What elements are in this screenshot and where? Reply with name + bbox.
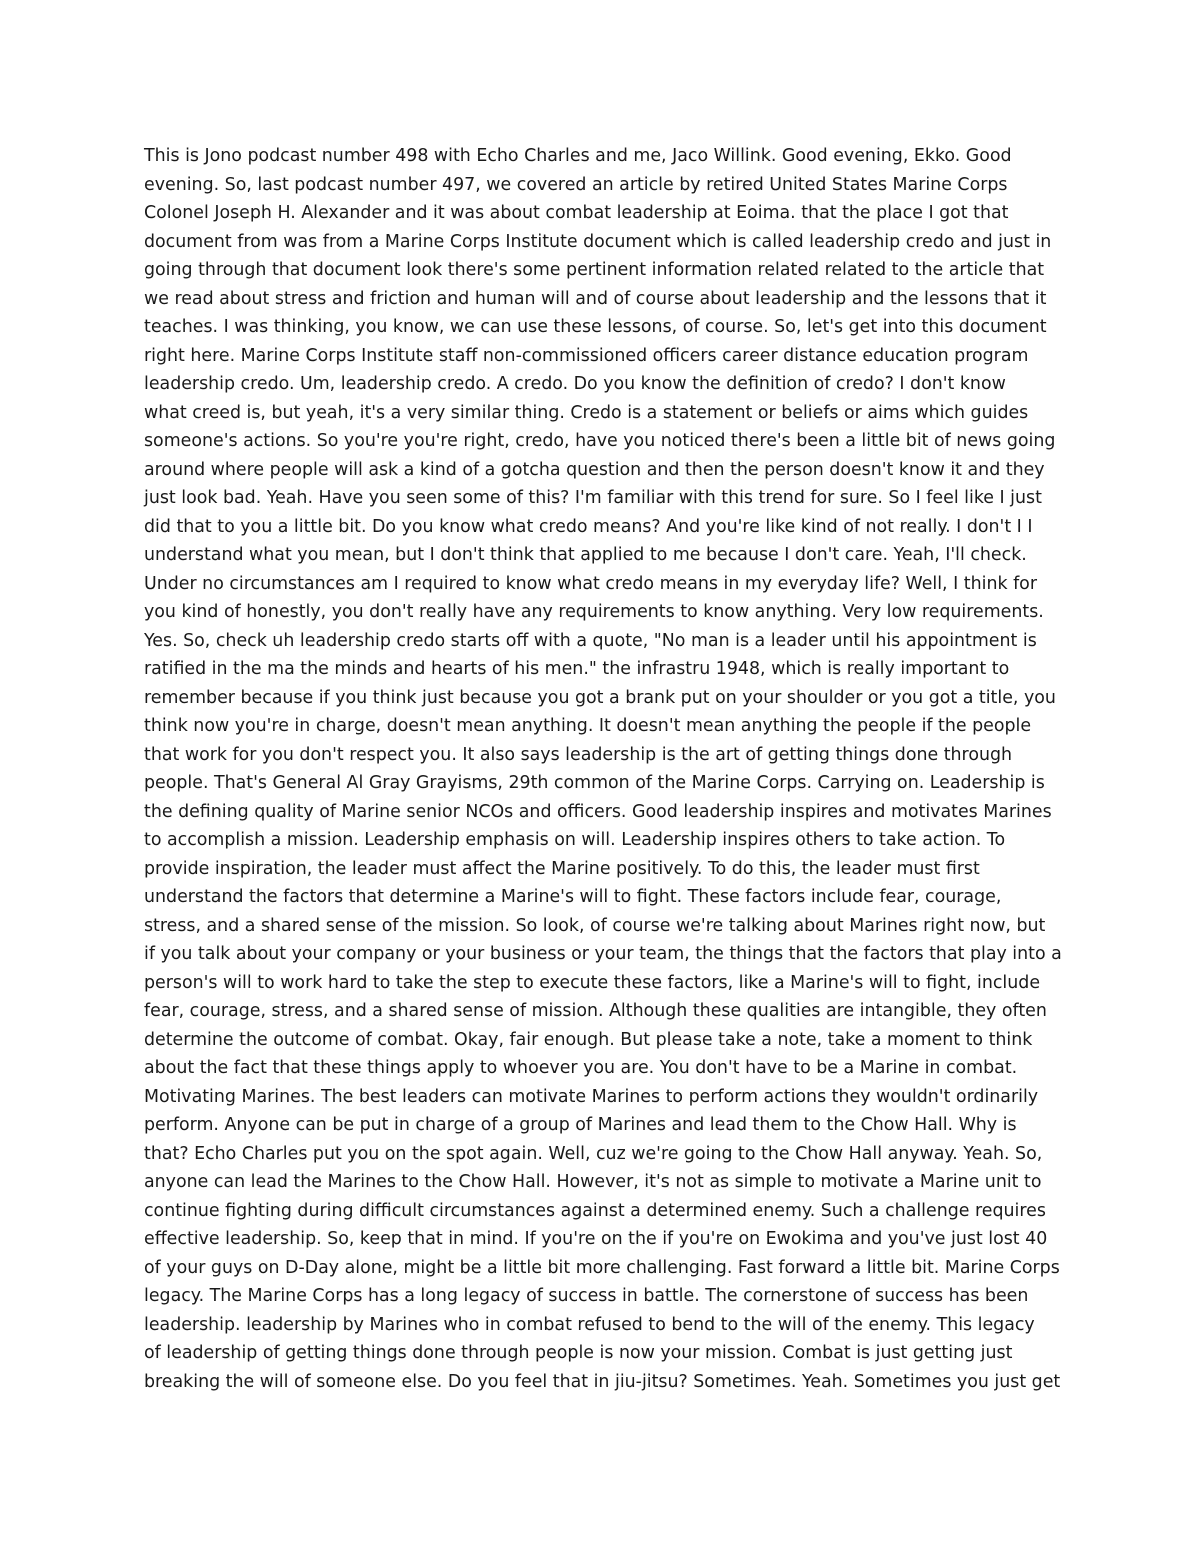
text-line: remember because if you think just because you got a brank put on your shoulder or you got a title, you (144, 687, 1056, 708)
text-line: the defining quality of Marine senior NCOs and officers. Good leadership inspires and motivates Marines (144, 801, 1052, 822)
text-line: we read about stress and friction and human will and of course about leadership and the lessons that it (144, 288, 1047, 309)
text-line: you kind of honestly, you don't really have any requirements to know anything. Very low requirements. (144, 602, 1044, 622)
text-line: continue fighting during difficult circumstances against a determined enemy. Such a challenge requires (144, 1200, 1046, 1221)
text-line: anyone can lead the Marines to the Chow Hall. However, it's not as simple to motivate a Marine unit to (144, 1172, 1042, 1192)
text-line: Yes. So, check uh leadership credo starts off with a quote, "No man is a leader until his appointment is (144, 630, 1037, 651)
text-line: determine the outcome of combat. Okay, fair enough. But please take a note, take a moment to think (144, 1029, 1033, 1050)
text-line: about the fact that these things apply to whoever you are. You don't have to be a Marine in combat. (144, 1058, 1018, 1078)
text-line: This is Jono podcast number 498 with Echo Charles and me, Jaco Willink. Good evening, Ekko. Good (144, 146, 1012, 166)
text-line: someone's actions. So you're you're right, credo, have you noticed there's been a little bit of news going (144, 431, 1056, 451)
text-line: person's will to work hard to take the step to execute these factors, like a Marine's will to fight, include (144, 972, 1041, 993)
text-line: leadership. leadership by Marines who in combat refused to bend to the will of the enemy. This legacy (144, 1314, 1035, 1335)
text-line: evening. So, last podcast number 497, we covered an article by retired United States Marine Corps (144, 174, 1008, 195)
text-line: teaches. I was thinking, you know, we can use these lessons, of course. So, let's get into this document (144, 317, 1047, 337)
text-line: right here. Marine Corps Institute staff non-commissioned officers career distance education program (144, 345, 1029, 366)
text-line: people. That's General Al Gray Grayisms, 29th common of the Marine Corps. Carrying on. Leadership is (144, 773, 1045, 793)
text-line: of leadership of getting things done through people is now your mission. Combat is just getting just (144, 1343, 1013, 1363)
text-line: Under no circumstances am I required to know what credo means in my everyday life? Well, I think for (144, 573, 1037, 594)
text-line: legacy. The Marine Corps has a long legacy of success in battle. The cornerstone of success has been (144, 1286, 1029, 1306)
text-line: effective leadership. So, keep that in mind. If you're on the if you're on Ewokima and you've just lost 40 (144, 1229, 1048, 1249)
text-line: Motivating Marines. The best leaders can motivate Marines to perform actions they wouldn't ordinarily (144, 1086, 1039, 1107)
text-line: of your guys on D-Day alone, might be a little bit more challenging. Fast forward a little bit. Marine Corps (144, 1257, 1060, 1278)
text-line: understand the factors that determine a Marine's will to fight. These factors include fear, courage, (144, 887, 1002, 907)
text-line: provide inspiration, the leader must affect the Marine positively. To do this, the leader must first (144, 858, 980, 879)
text-line: that work for you don't respect you. It also says leadership is the art of getting things done through (144, 744, 1013, 765)
text-line: that? Echo Charles put you on the spot again. Well, cuz we're going to the Chow Hall anyway. Yeah. So, (144, 1143, 1043, 1164)
text-line: ratified in the ma the minds and hearts of his men." the infrastru 1948, which is really important to (144, 659, 1010, 679)
text-line: what creed is, but yeah, it's a very similar thing. Credo is a statement or beliefs or aims which guides (144, 402, 1029, 423)
text-line: understand what you mean, but I don't think that applied to me because I don't care. Yeah, I'll check. (144, 545, 1027, 565)
transcript-body (144, 142, 1064, 1396)
text-line: stress, and a shared sense of the mission. So look, of course we're talking about Marines right now, but (144, 915, 1046, 936)
text-line: did that to you a little bit. Do you know what credo means? And you're like kind of not really. I don't I I (144, 516, 1033, 537)
text-line: perform. Anyone can be put in charge of a group of Marines and lead them to the Chow Hall. Why is (144, 1115, 1017, 1135)
text-line: think now you're in charge, doesn't mean anything. It doesn't mean anything the people if the people (144, 716, 1032, 736)
text-line: document from was from a Marine Corps Institute document which is called leadership credo and just in (144, 231, 1052, 252)
text-line: Colonel Joseph H. Alexander and it was about combat leadership at Eoima. that the place I got that (144, 203, 1009, 223)
text-line: just look bad. Yeah. Have you seen some of this? I'm familiar with this trend for sure. So I feel like I just (144, 488, 1042, 508)
text-line: leadership credo. Um, leadership credo. A credo. Do you know the definition of credo? I don't know (144, 374, 1006, 394)
text-line: around where people will ask a kind of a gotcha question and then the person doesn't know it and they (144, 459, 1045, 480)
text-line: going through that document look there's some pertinent information related related to the article that (144, 260, 1045, 280)
text-line: breaking the will of someone else. Do you feel that in jiu-jitsu? Sometimes. Yeah. Sometimes you just get (144, 1371, 1061, 1392)
text-line: to accomplish a mission. Leadership emphasis on will. Leadership inspires others to take action. To (144, 830, 1006, 850)
text-line: if you talk about your company or your business or your team, the things that the factors that play into a (144, 944, 1062, 964)
text-line: fear, courage, stress, and a shared sense of mission. Although these qualities are intangible, they often (144, 1001, 1047, 1021)
